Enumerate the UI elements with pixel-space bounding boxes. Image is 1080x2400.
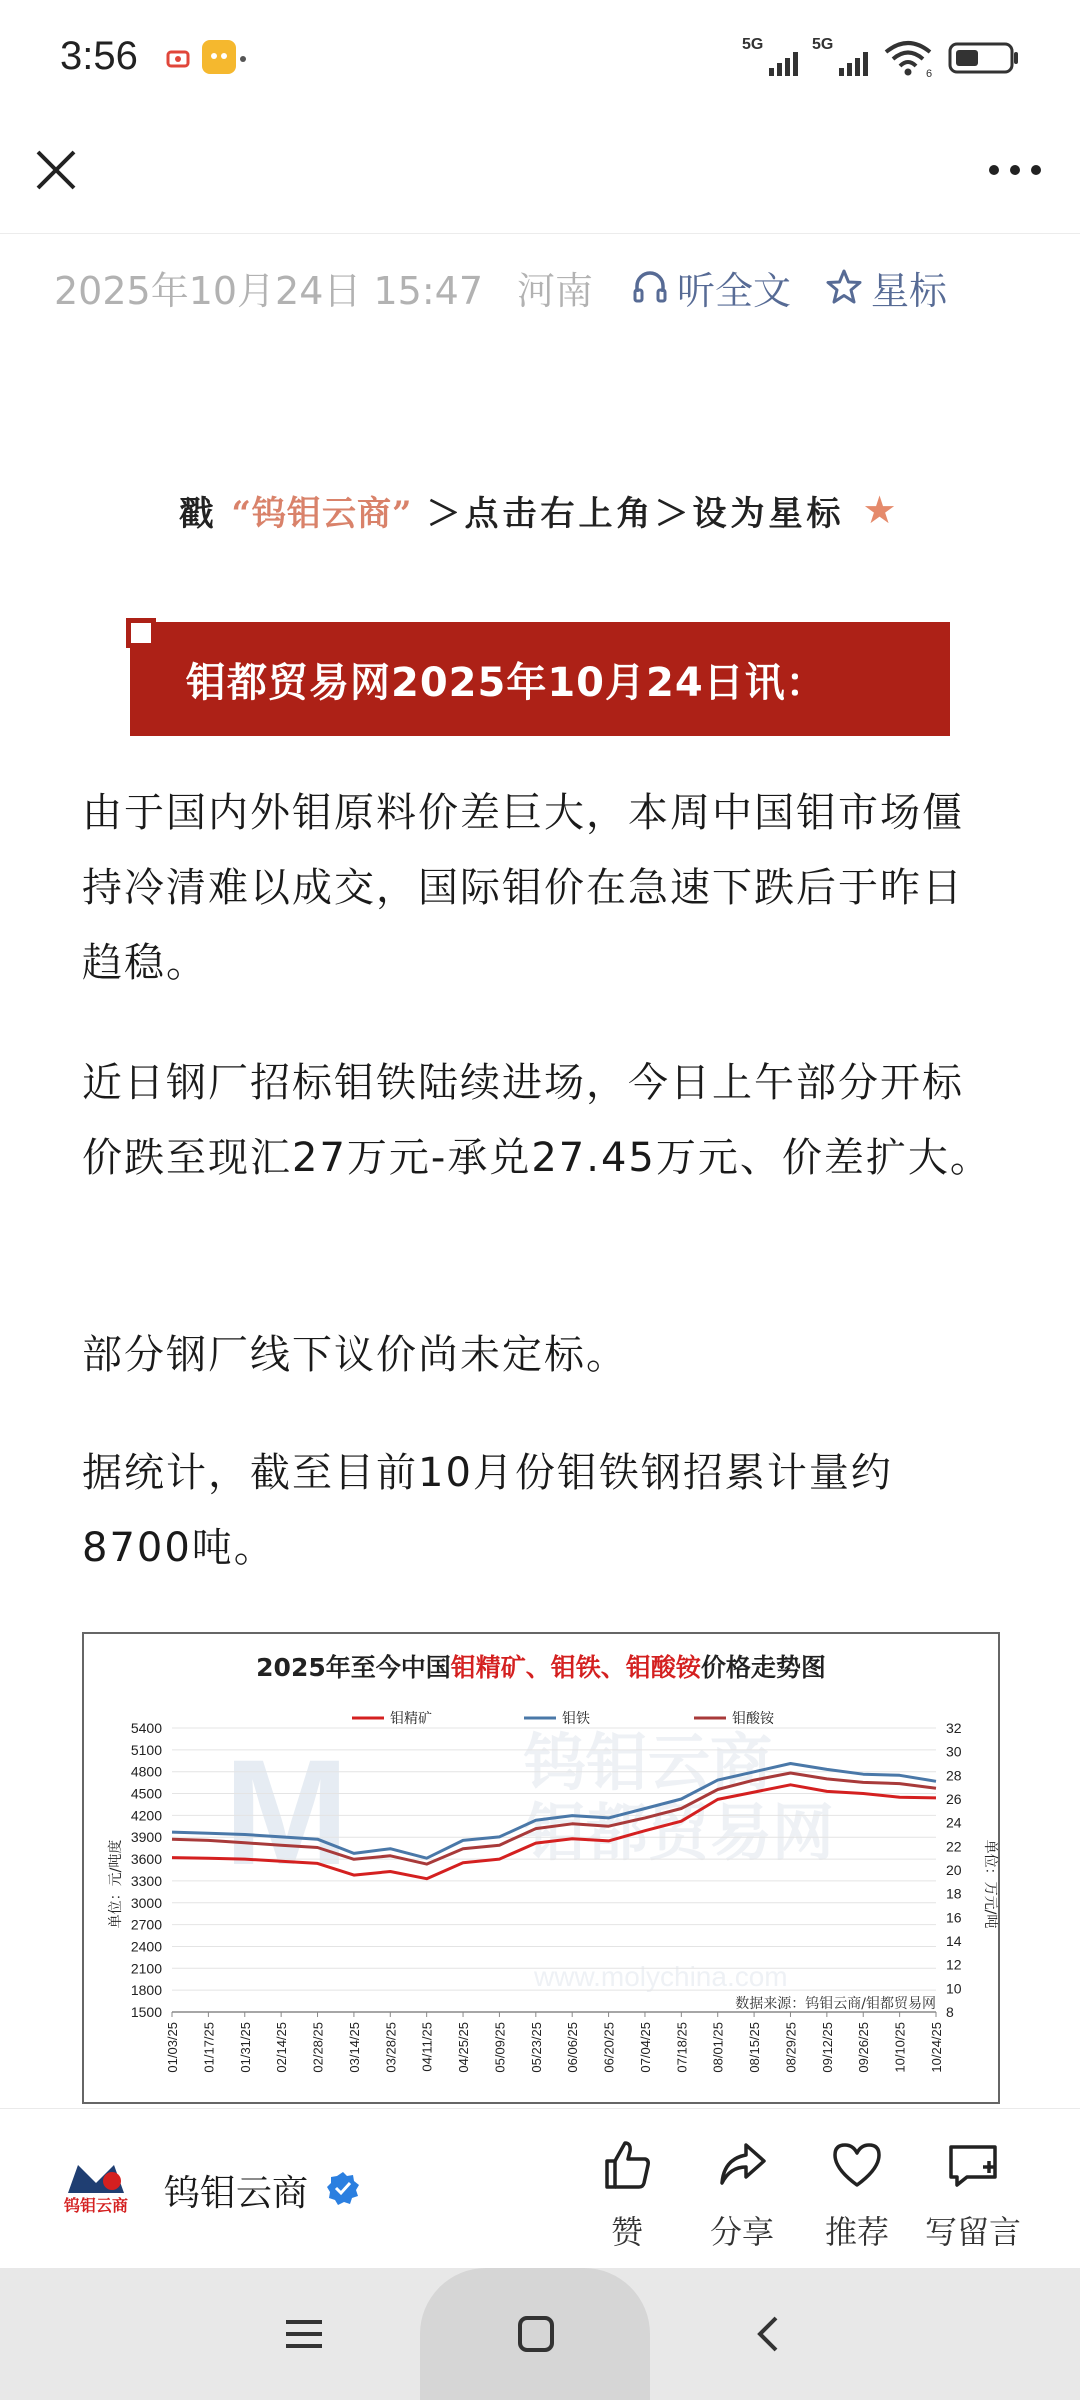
y-left-tick-label: 3600: [130, 1851, 162, 1868]
thumbs-up-icon: [599, 2137, 655, 2193]
x-tick-label: 04/25/25: [456, 2022, 472, 2073]
chart-source: 数据来源：钨钼云商/钼都贸易网: [735, 1996, 936, 2012]
y-right-tick-label: 30: [946, 1743, 962, 1760]
y-right-tick-label: 22: [946, 1838, 962, 1855]
share-icon: [714, 2137, 770, 2193]
account-avatar[interactable]: [58, 2155, 134, 2225]
top-nav: [0, 120, 1080, 234]
share-label: 分享: [709, 2213, 774, 2251]
y-right-tick-label: 28: [946, 1767, 962, 1784]
more-notifications-dot: [240, 56, 246, 62]
x-tick-label: 06/06/25: [565, 2022, 581, 2073]
x-tick-label: 04/11/25: [419, 2022, 435, 2072]
battery-icon: [948, 40, 1020, 76]
x-tick-label: 07/18/25: [674, 2022, 690, 2073]
status-bar: [0, 0, 1080, 120]
y-right-tick-label: 26: [946, 1791, 962, 1807]
legend-label: 钼酸铵: [732, 1711, 774, 1727]
bottom-action-bar: [0, 2108, 1080, 2268]
y-axis-left-label: 单位：元/吨度: [108, 1839, 124, 1929]
back-icon[interactable]: [744, 2310, 792, 2358]
y-right-tick-label: 18: [946, 1885, 962, 1902]
recommend-button[interactable]: [802, 2137, 912, 2257]
svg-text:钨钼云商: 钨钼云商: [63, 2196, 129, 2215]
news-heading: [130, 622, 950, 736]
y-right-tick-label: 32: [946, 1720, 962, 1736]
follow-brand: “钨钼云商”: [231, 493, 413, 534]
y-left-tick-label: 2400: [130, 1938, 162, 1955]
y-left-tick-label: 3000: [130, 1894, 162, 1911]
close-icon[interactable]: [28, 142, 84, 198]
write-comment-label: 写留言: [924, 2213, 1021, 2251]
y-left-tick-label: 1800: [130, 1982, 162, 1999]
comment-icon: [945, 2137, 1001, 2193]
y-left-tick-label: 3900: [130, 1829, 162, 1846]
heading-corner-decoration: [126, 618, 156, 648]
share-button[interactable]: [687, 2137, 797, 2257]
x-tick-label: 10/10/25: [892, 2022, 908, 2073]
y-left-tick-label: 3300: [130, 1872, 162, 1889]
verified-badge-icon: [326, 2171, 360, 2205]
menu-icon[interactable]: [280, 2310, 328, 2358]
heading-text: 钼都贸易网2025年10月24日讯：: [186, 659, 827, 706]
wifi-icon: [882, 38, 934, 78]
y-right-tick-label: 14: [946, 1933, 962, 1949]
x-tick-label: 08/01/25: [710, 2022, 726, 2073]
recommend-label: 推荐: [824, 2213, 889, 2251]
follow-prefix: 戳: [179, 493, 218, 534]
notification-app-icon: [202, 40, 236, 74]
x-tick-label: 03/28/25: [383, 2022, 399, 2073]
legend-label: 钼精矿: [390, 1711, 432, 1727]
x-tick-label: 08/15/25: [747, 2022, 763, 2073]
y-left-tick-label: 4200: [130, 1807, 162, 1824]
y-right-tick-label: 12: [946, 1956, 962, 1973]
follow-instruction: ＞点击右上角＞设为星标: [426, 493, 845, 534]
y-right-tick-label: 16: [946, 1909, 962, 1926]
publish-location: 河南: [517, 268, 594, 313]
y-right-tick-label: 24: [946, 1814, 962, 1831]
y-right-tick-label: 8: [946, 2004, 954, 2020]
notification-app-icon: [164, 44, 192, 72]
network-type-label: 5G: [812, 36, 834, 53]
x-tick-label: 01/03/25: [165, 2022, 180, 2073]
headphones-icon: [631, 268, 669, 306]
signal-icon: [742, 38, 798, 78]
follow-star-banner: [0, 478, 1080, 542]
svg-text:钼都贸易网: 钼都贸易网: [524, 1796, 835, 1869]
y-left-tick-label: 2700: [130, 1916, 162, 1933]
x-tick-label: 07/04/25: [637, 2022, 653, 2073]
x-tick-label: 01/31/25: [237, 2022, 253, 2073]
star-icon: ★: [862, 488, 901, 532]
like-label: 赞: [610, 2213, 643, 2251]
publish-datetime: 2025年10月24日 15:47: [54, 268, 484, 313]
star-mark-button[interactable]: [825, 260, 947, 315]
status-indicators: [742, 36, 1020, 80]
x-tick-label: 10/24/25: [929, 2022, 944, 2073]
x-tick-label: 02/28/25: [310, 2022, 326, 2073]
more-icon[interactable]: [980, 142, 1050, 198]
svg-text:M: M: [224, 1728, 349, 1896]
y-left-tick-label: 2100: [130, 1960, 162, 1977]
article-meta: [54, 262, 947, 312]
star-icon: [825, 268, 863, 306]
svg-text:钨钼云商: 钨钼云商: [524, 1726, 773, 1799]
x-tick-label: 05/23/25: [528, 2022, 544, 2073]
article-paragraph: 近日钢厂招标钼铁陆续进场，今日上午部分开标价跌至现汇27万元-承兑27.45万元、价差扩大。: [82, 1060, 992, 1181]
article-paragraph: 由于国内外钼原料价差巨大，本周中国钼市场僵持冷清难以成交，国际钼价在急速下跌后于昨日趋稳。: [82, 790, 964, 986]
x-tick-label: 09/12/25: [819, 2022, 835, 2073]
signal-icon: [812, 38, 868, 78]
y-axis-right-label: 单位：万元/吨: [982, 1839, 998, 1929]
y-left-tick-label: 1500: [130, 2004, 162, 2020]
article-paragraph: 据统计，截至目前10月份钼铁钢招累计量约8700吨。: [82, 1450, 893, 1571]
star-label: 星标: [871, 268, 948, 313]
x-tick-label: 09/26/25: [856, 2022, 872, 2073]
x-tick-label: 02/14/25: [274, 2022, 290, 2073]
listen-label: 听全文: [677, 268, 792, 313]
svg-text:6: 6: [926, 68, 933, 78]
x-tick-label: 03/14/25: [346, 2022, 362, 2073]
write-comment-button[interactable]: [918, 2137, 1028, 2257]
chart-svg: [84, 1634, 998, 2102]
listen-full-text-button[interactable]: [631, 260, 791, 315]
y-right-tick-label: 20: [946, 1862, 962, 1878]
price-trend-chart[interactable]: [82, 1632, 1000, 2104]
network-type-label: 5G: [742, 36, 764, 53]
y-left-tick-label: 4800: [130, 1763, 162, 1780]
x-tick-label: 08/29/25: [783, 2022, 799, 2073]
status-time: 3:56: [60, 34, 138, 78]
home-icon[interactable]: [512, 2310, 560, 2358]
chart-legend: [352, 1710, 775, 1727]
like-button[interactable]: [572, 2137, 682, 2257]
x-tick-label: 05/09/25: [492, 2022, 508, 2073]
legend-label: 钼铁: [562, 1711, 590, 1727]
x-tick-label: 06/20/25: [601, 2022, 617, 2073]
heart-icon: [829, 2137, 885, 2193]
y-left-tick-label: 5400: [130, 1720, 162, 1736]
chart-title: 2025年至今中国钼精矿、钼铁、钼酸铵价格走势图: [256, 1653, 826, 1682]
account-name[interactable]: 钨钼云商: [164, 2173, 309, 2214]
article-paragraph: 部分钢厂线下议价尚未定标。: [82, 1332, 628, 1378]
y-right-tick-label: 10: [946, 1980, 962, 1997]
y-left-tick-label: 5100: [130, 1741, 162, 1758]
x-tick-label: 01/17/25: [201, 2022, 217, 2073]
y-left-tick-label: 4500: [130, 1785, 162, 1802]
svg-text:www.molychina.com: www.molychina.com: [534, 1961, 788, 1992]
